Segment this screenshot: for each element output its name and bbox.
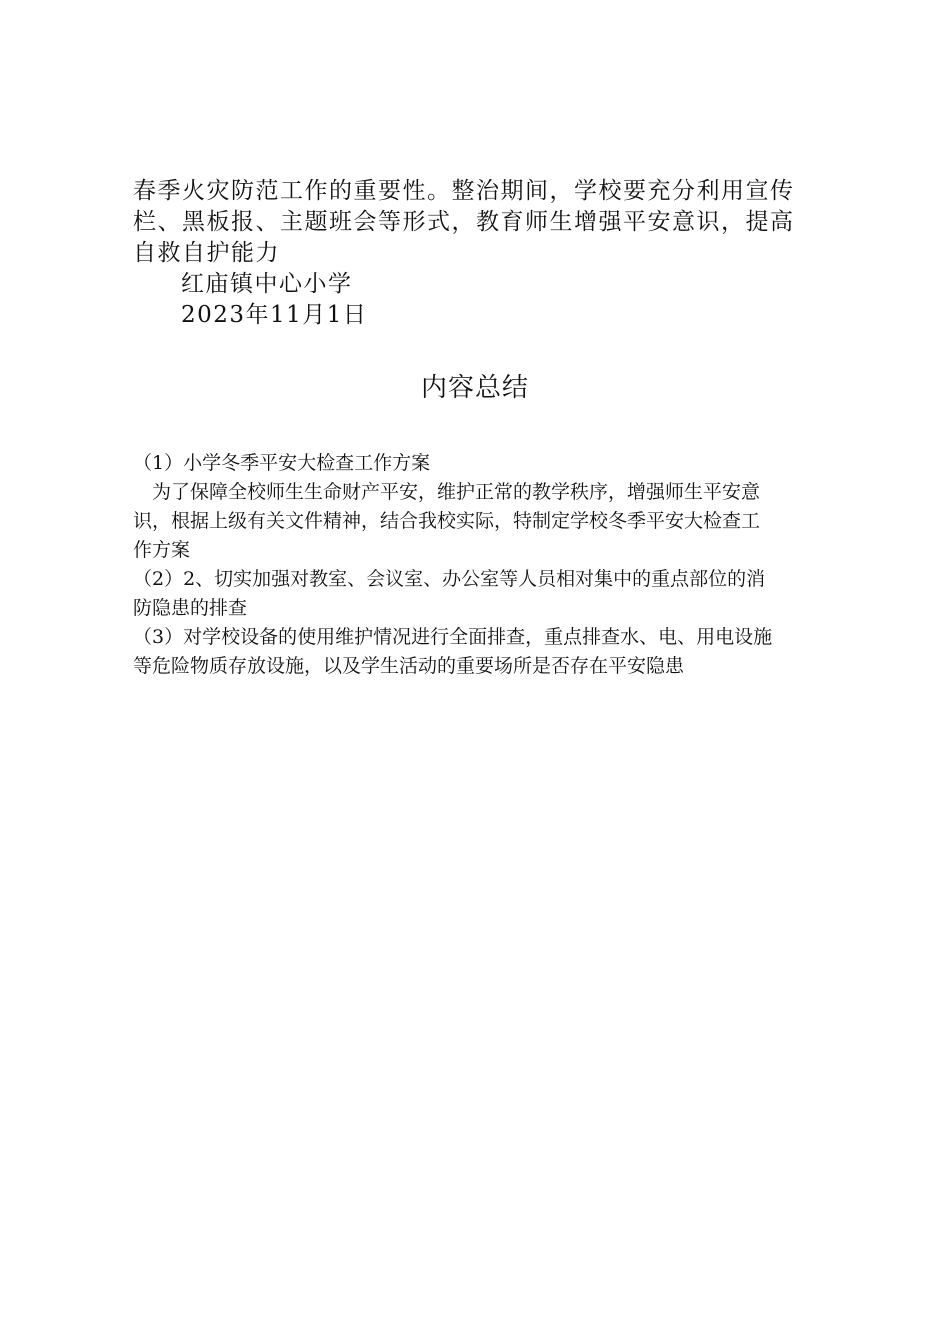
summary-line: （2）2、切实加强对教室、会议室、办公室等人员相对集中的重点部位的消	[133, 568, 766, 590]
summary-heading: 内容总结	[420, 373, 529, 403]
summary-line: 等危险物质存放设施，以及学生活动的重要场所是否存在平安隐患	[133, 655, 685, 677]
summary-line: 作方案	[133, 539, 191, 561]
summary-line: 识，根据上级有关文件精神，结合我校实际，特制定学校冬季平安大检查工	[133, 510, 761, 532]
paragraph-line: 自救自护能力	[133, 240, 280, 266]
summary-body	[133, 449, 833, 681]
summary-line: （3）对学校设备的使用维护情况进行全面排查，重点排查水、电、用电设施	[133, 626, 773, 648]
summary-line: 防隐患的排查	[133, 597, 248, 619]
summary-line: 为了保障全校师生生命财产平安，维护正常的教学秩序，增强师生平安意	[133, 481, 761, 503]
continuation-paragraph	[133, 176, 833, 269]
signature-school: 红庙镇中心小学	[181, 271, 353, 297]
paragraph-line: 栏、黑板报、主题班会等形式，教育师生增强平安意识，提高	[133, 209, 795, 235]
paragraph-line: 春季火灾防范工作的重要性。整治期间，学校要充分利用宣传	[133, 178, 795, 204]
signature-date: 2023年11月1日	[181, 302, 368, 328]
summary-line: （1）小学冬季平安大检查工作方案	[133, 452, 431, 474]
